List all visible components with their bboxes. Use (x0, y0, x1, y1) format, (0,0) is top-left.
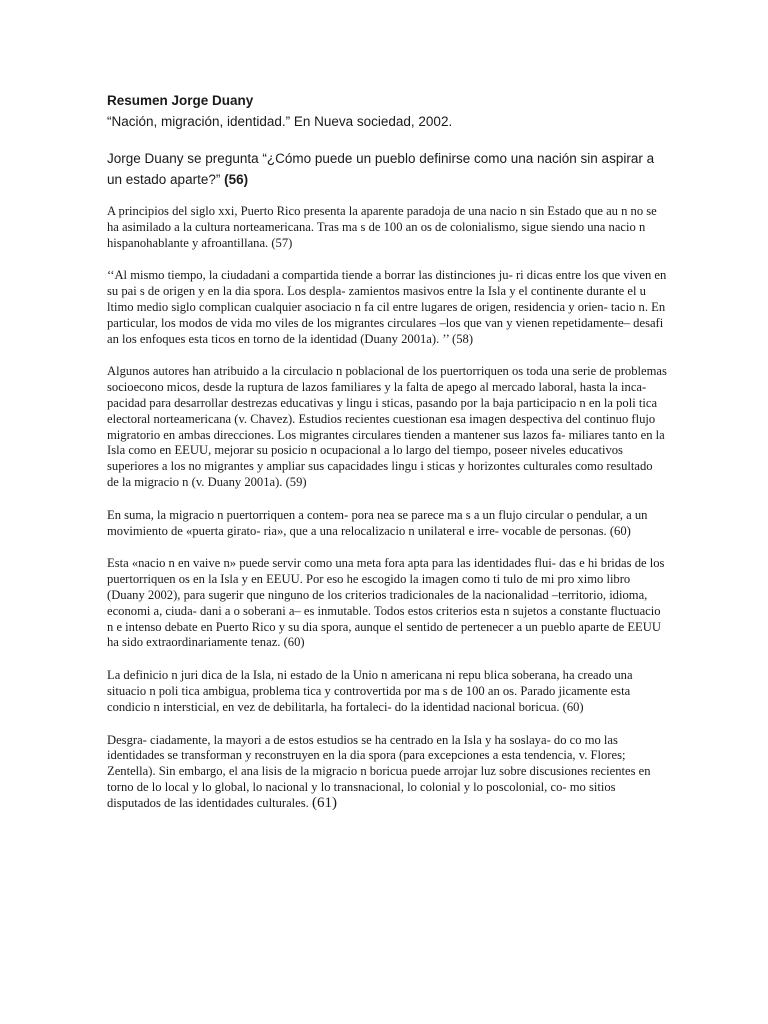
spacer (107, 132, 667, 148)
paragraph-2: ‘‘Al mismo tiempo, la ciudadani a compartida tiende a borrar las distinciones ju- ri dicas entre los que viven en su pai s de origen y en la dia spora. Los despla- zamientos masivos entre la Isla y el continente durante el u ltimo medio siglo complican cualquier asociacio n fa cil entre lugares de origen, residencia y orien- tacio n. En particular, los modos de vida mo viles de los migrantes circulares –los que van y vienen repetidamente– desafi an los enfoques esta ticos en torno de la identidad (Duany 2001a). ’’ (58) (107, 268, 667, 346)
paragraph-7-text: Desgra- ciadamente, la mayori a de estos estudios se ha centrado en la Isla y ha soslaya- do co mo las identidades se transforman y reconstruyen en la dia spora (para excepciones a esta tendencia, v. Flores; Zentella). Sin embargo, el ana lisis de la migracio n boricua puede arrojar luz sobre discusiones recientes en torno de lo local y lo global, lo nacional y lo transnacional, lo colonial y lo poscolonial, co- mo sitios disputados de las identidades culturales. (107, 732, 651, 810)
spacer (107, 539, 667, 556)
paragraph-4: En suma, la migracio n puertorriquen a contem- pora nea se parece ma s a un flujo circular o pendular, a un movimiento de «puerta girato- ria», que a una relocalizacio n unilateral e irre- vocable de personas. (60) (107, 507, 648, 538)
paragraph-7-page-ref: (61) (311, 794, 337, 811)
paragraph-3: Algunos autores han atribuido a la circulacio n poblacional de los puertorriquen os toda una serie de problemas socioecono micos, desde la ruptura de lazos familiares y la falta de apego al mercado laboral, hasta la inca- pacidad para desarrollar destrezas educativas y lingu i sticas, pasando por la baja participacio n en la poli tica electoral norteamericana (v. Chavez). Estudios recientes cuestionan esa imagen despectiva del continuo flujo migratorio en ambas direcciones. Los migrantes circulares tienden a mantener sus lazos fa- miliares tanto en la Isla como en EEUU, mejorar su posicio n ocupacional a lo largo del tiempo, poseer niveles educativos superiores a los no migrantes y ampliar sus capacidades lingu i sticas y horizontes culturales como resultado de la migracio n (v. Duany 2001a). (59) (107, 364, 667, 489)
document-citation: “Nación, migración, identidad.” En Nueva sociedad, 2002. (107, 114, 453, 129)
document-page (107, 90, 667, 812)
spacer (107, 491, 667, 508)
spacer (107, 716, 667, 733)
spacer (107, 251, 667, 268)
spacer (107, 347, 667, 364)
spacer (107, 190, 667, 204)
paragraph-7 (107, 733, 667, 812)
paragraph-6: La definicio n juri dica de la Isla, ni estado de la Unio n americana ni repu blica soberana, ha creado una situacio n poli tica ambigua, problema tica y controvertida por ma s de 100 an os. Parado jicamente esta condicio n intersticial, en vez de debilitarla, ha fortaleci- do la identidad nacional boricua. (60) (107, 668, 633, 714)
guiding-question-page-ref: (56) (224, 172, 249, 187)
guiding-question-text: Jorge Duany se pregunta “¿Cómo puede un pueblo definirse como una nación sin aspirar a un estado aparte?” (107, 151, 655, 187)
spacer (107, 651, 667, 668)
document-title: Resumen Jorge Duany (107, 93, 254, 108)
paragraph-5: Esta «nacio n en vaive n» puede servir como una meta fora apta para las identidades flui- das e hi bridas de los puertorriquen os en la Isla y en EEUU. Por eso he escogido la imagen como ti tulo de mi pro ximo libro (Duany 2002), para sugerir que ninguno de los criterios tradicionales de la nacionalidad –territorio, idioma, economi a, ciuda- dani a o soberani a– es inmutable. Todos estos criterios esta n sujetos a constante fluctuacio n e intenso debate en Puerto Rico y su dia spora, aunque el sentido de pertenecer a un pueblo aparte de EEUU ha sido extraordinariamente tenaz. (60) (107, 556, 665, 650)
paragraph-1: A principios del siglo xxi, Puerto Rico presenta la aparente paradoja de una nacio n sin Estado que au n no se ha asimilado a la cultura norteamericana. Tras ma s de 100 an os de colonialismo, sigue siendo una nacio n hispanohablante y afroantillana. (57) (107, 204, 657, 250)
guiding-question (107, 148, 667, 190)
